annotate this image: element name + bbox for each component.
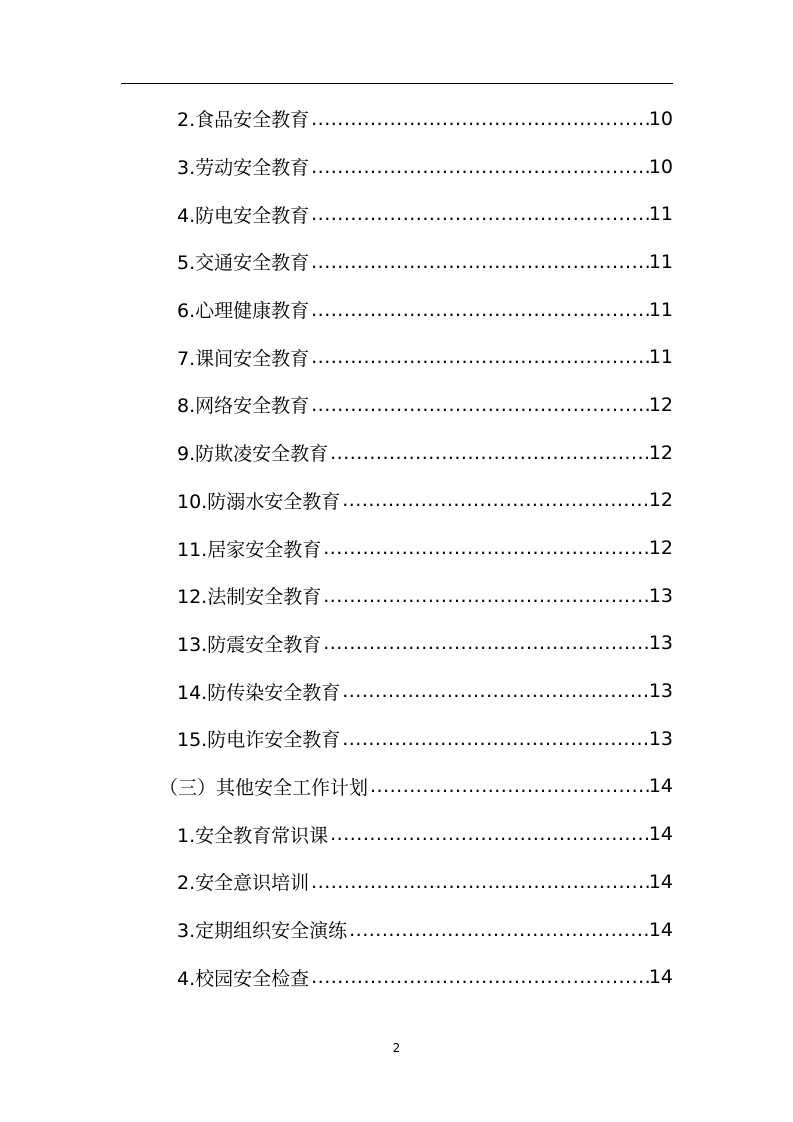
toc-dot-leader	[321, 632, 649, 654]
toc-entry-label: 4.校园安全检查	[177, 967, 310, 990]
toc-entry-label: 2.安全意识培训	[177, 872, 310, 895]
toc-entry-page: 13	[648, 632, 673, 655]
toc-entry-label: 2.食品安全教育	[177, 109, 310, 132]
toc-entry-label: 13.防震安全教育	[177, 633, 322, 656]
toc-entry-page: 11	[648, 298, 673, 321]
toc-dot-leader	[309, 871, 649, 893]
toc-dot-leader	[309, 156, 649, 178]
toc-entry-page: 12	[648, 393, 673, 416]
toc-entry[interactable]	[0, 763, 673, 811]
toc-entry-label: 6.心理健康教育	[177, 300, 310, 323]
toc-entry[interactable]	[0, 429, 673, 477]
toc-dot-leader	[309, 108, 649, 130]
toc-dot-leader	[328, 442, 649, 464]
toc-entry-page: 13	[648, 727, 673, 750]
toc-dot-leader	[340, 728, 649, 750]
toc-entry[interactable]	[0, 238, 673, 286]
toc-dot-leader	[347, 919, 649, 941]
toc-entry[interactable]	[0, 143, 673, 191]
toc-entry[interactable]	[0, 572, 673, 620]
toc-entry-page: 13	[648, 584, 673, 607]
toc-entry-label: 10.防溺水安全教育	[177, 490, 341, 513]
toc-dot-leader	[309, 203, 649, 225]
toc-entry-page: 12	[648, 489, 673, 512]
toc-entry-label: （三）其他安全工作计划	[159, 776, 369, 799]
toc-entry-page: 10	[648, 155, 673, 178]
toc-entry[interactable]	[0, 524, 673, 572]
toc-dot-leader	[309, 966, 649, 988]
toc-entry-page: 10	[648, 107, 673, 130]
toc-dot-leader	[328, 823, 649, 845]
toc-entry-page: 14	[648, 775, 673, 798]
toc-entry[interactable]	[0, 477, 673, 525]
toc-entry[interactable]	[0, 715, 673, 763]
toc-entry-page: 13	[648, 680, 673, 703]
toc-entry-label: 12.法制安全教育	[177, 586, 322, 609]
toc-entry[interactable]	[0, 858, 673, 906]
toc-entry[interactable]	[0, 381, 673, 429]
toc-dot-leader	[309, 346, 649, 368]
toc-dot-leader	[309, 299, 649, 321]
toc-entry[interactable]	[0, 286, 673, 334]
toc-entry-label: 14.防传染安全教育	[177, 681, 341, 704]
toc-dot-leader	[368, 775, 649, 797]
toc-entry[interactable]	[0, 333, 673, 381]
toc-entry[interactable]	[0, 810, 673, 858]
toc-entry-label: 3.定期组织安全演练	[177, 920, 348, 943]
toc-entry-label: 4.防电安全教育	[177, 204, 310, 227]
toc-entry[interactable]	[0, 906, 673, 954]
toc-entry[interactable]	[0, 95, 673, 143]
toc-entry[interactable]	[0, 953, 673, 1001]
toc-entry-label: 15.防电诈安全教育	[177, 729, 341, 752]
toc-entry-page: 14	[648, 918, 673, 941]
toc-dot-leader	[309, 394, 649, 416]
toc-entry-page: 12	[648, 441, 673, 464]
toc-entry-label: 11.居家安全教育	[177, 538, 322, 561]
toc-entry-label: 8.网络安全教育	[177, 395, 310, 418]
toc-entry-label: 3.劳动安全教育	[177, 157, 310, 180]
toc-entry-label: 9.防欺凌安全教育	[177, 443, 329, 466]
toc-entry-page: 11	[648, 346, 673, 369]
toc-entry[interactable]	[0, 667, 673, 715]
table-of-contents	[0, 95, 793, 1001]
toc-dot-leader	[340, 489, 649, 511]
toc-entry-page: 14	[648, 966, 673, 989]
toc-entry-label: 1.安全教育常识课	[177, 824, 329, 847]
toc-dot-leader	[321, 585, 649, 607]
header-rule	[121, 83, 673, 84]
toc-entry-page: 14	[648, 823, 673, 846]
toc-dot-leader	[321, 537, 649, 559]
page-number: 2	[392, 1041, 401, 1055]
toc-entry-label: 7.课间安全教育	[177, 347, 310, 370]
toc-entry-page: 12	[648, 537, 673, 560]
toc-dot-leader	[309, 251, 649, 273]
toc-dot-leader	[340, 680, 649, 702]
toc-entry[interactable]	[0, 620, 673, 668]
toc-entry-label: 5.交通安全教育	[177, 252, 310, 275]
toc-entry-page: 11	[648, 250, 673, 273]
toc-entry-page: 11	[648, 203, 673, 226]
toc-entry[interactable]	[0, 190, 673, 238]
toc-entry-page: 14	[648, 870, 673, 893]
